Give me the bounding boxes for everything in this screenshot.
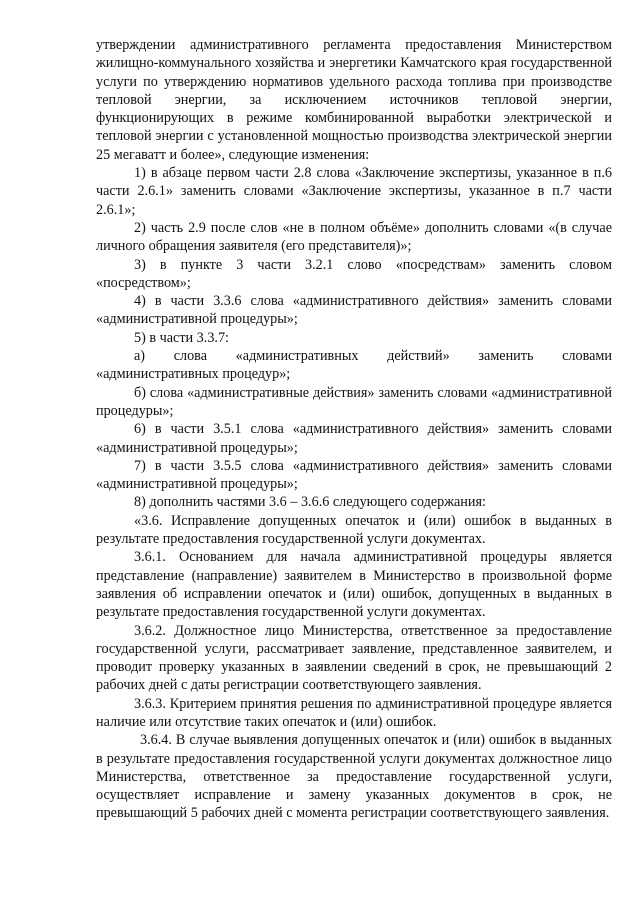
section-3-6-3: 3.6.3. Критерием принятия решения по административной процедуре является наличие или отсутствие таких опечаток и (или) ошибок. <box>96 695 612 730</box>
item-4: 4) в части 3.3.6 слова «административного действия» заменить словами «административной процедуры»; <box>96 293 612 328</box>
section-3-6-1: 3.6.1. Основанием для начала административной процедуры является представление (направление) заявителем в Министерство в произвольной форме заявления об исправлении опечаток и (или) ошибок, допущенных в выданных в результате предоставления государственной услуги документах. <box>96 549 612 621</box>
document-body <box>96 36 612 823</box>
item-1: 1) в абзаце первом части 2.8 слова «Заключение экспертизы, указанное в п.6 части 2.6.1» заменить словами «Заключение экспертизы, указанное в п.7 части 2.6.1»; <box>96 165 612 218</box>
intro-paragraph: утверждении административного регламента предоставления Министерством жилищно-коммунального хозяйства и энергетики Камчатского края государственной услуги по утверждению нормативов удельного расхода топлива при производстве тепловой энергии, за исключением источников тепловой энергии, функционирующих в режиме комбинированной выработки электрической и тепловой энергии с установленной мощностью производства электрической энергии 25 мегаватт и более», следующие изменения: <box>96 37 612 163</box>
section-3-6: «3.6. Исправление допущенных опечаток и (или) ошибок в выданных в результате предоставления государственной услуги документах. <box>96 512 612 548</box>
item-3: 3) в пункте 3 части 3.2.1 слово «посредствам» заменить словом «посредством»; <box>96 256 612 291</box>
item-5a: а) слова «административных действий» заменить словами «административных процедур»; <box>96 348 612 383</box>
item-8: 8) дополнить частями 3.6 – 3.6.6 следующего содержания: <box>134 494 486 511</box>
item-5b: б) слова «административные действия» заменить словами «административной процедуры»; <box>96 384 612 419</box>
item-7: 7) в части 3.5.5 слова «административного действия» заменить словами «административной процедуры»; <box>96 457 612 493</box>
section-3-6-4: 3.6.4. В случае выявления допущенных опечаток и (или) ошибок в выданных в результате предоставления государственной услуги документах должностное лицо Министерства, ответственное за предоставление государственной услуги, осуществляет исправление и замену указанных документов в срок, не превышающий 5 рабочих дней с момента регистрации соответствующего заявления. <box>96 732 612 822</box>
item-6: 6) в части 3.5.1 слова «административного действия» заменить словами «административной процедуры»; <box>96 421 612 456</box>
section-3-6-2: 3.6.2. Должностное лицо Министерства, ответственное за предоставление государственной услуги, рассматривает заявление, представленное заявителем, и проводит проверку указанных в заявлении сведений в срок, не превышающий 2 рабочих дней с даты регистрации соответствующего заявления. <box>96 622 612 694</box>
item-2: 2) часть 2.9 после слов «не в полном объёме» дополнить словами «(в случае личного обращения заявителя (его представителя)»; <box>96 219 612 255</box>
item-5: 5) в части 3.3.7: <box>134 329 229 346</box>
